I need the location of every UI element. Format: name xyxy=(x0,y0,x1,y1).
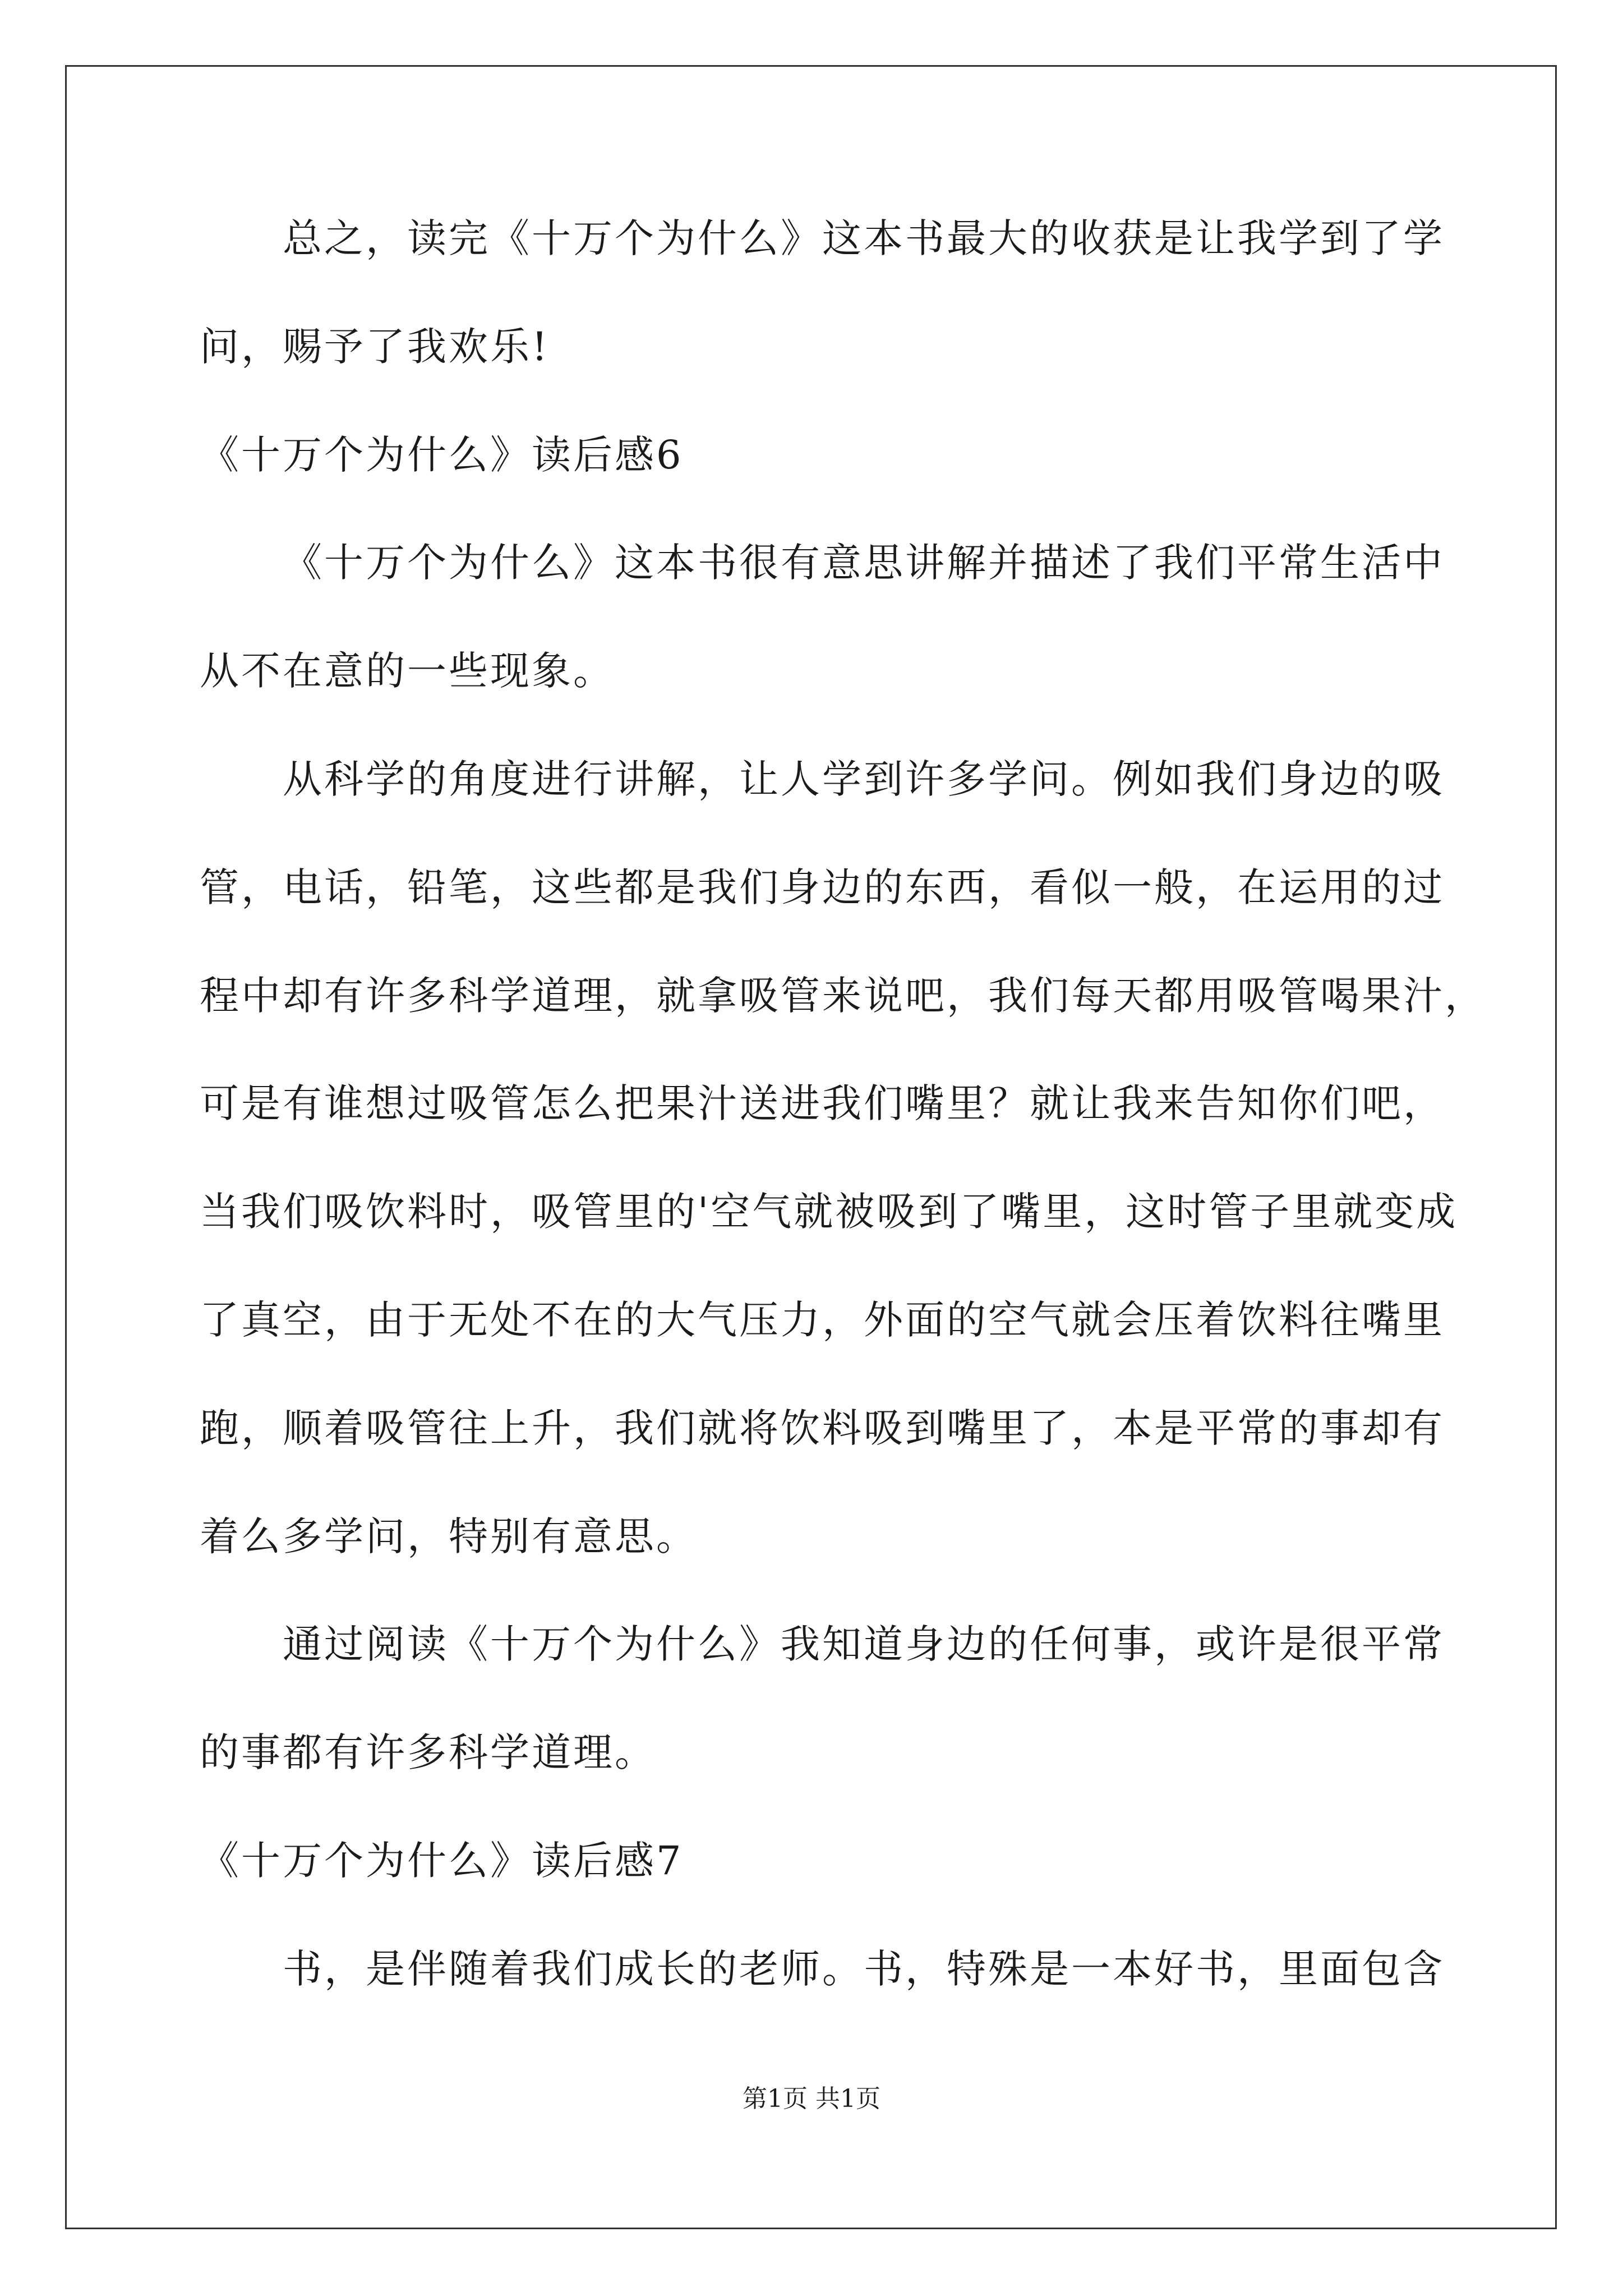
paragraph-line: 通过阅读《十万个为什么》我知道身边的任何事，或许是很平常 xyxy=(283,1621,1445,1667)
paragraph-line: 着么多学问，特别有意思。 xyxy=(200,1513,698,1559)
section-heading: 《十万个为什么》读后感7 xyxy=(200,1838,684,1884)
paragraph-line: 从科学的角度进行讲解，让人学到许多学问。例如我们身边的吸 xyxy=(283,756,1445,802)
paragraph-line: 的事都有许多科学道理。 xyxy=(200,1729,656,1775)
paragraph-line: 总之，读完《十万个为什么》这本书最大的收获是让我学到了学 xyxy=(283,215,1445,261)
paragraph-line: 从不在意的一些现象。 xyxy=(200,648,615,694)
paragraph-line: 书，是伴随着我们成长的老师。书，特殊是一本好书，里面包含 xyxy=(283,1946,1445,1992)
paragraph-line: 管，电话，铅笔，这些都是我们身边的东西，看似一般，在运用的过 xyxy=(200,864,1445,910)
page-number-footer: 第1页 共1页 xyxy=(743,2085,880,2113)
paragraph-line: 可是有谁想过吸管怎么把果汁送进我们嘴里？就让我来告知你们吧， xyxy=(200,1080,1445,1126)
section-heading: 《十万个为什么》读后感6 xyxy=(200,432,684,478)
paragraph-line: 程中却有许多科学道理，就拿吸管来说吧，我们每天都用吸管喝果汁， xyxy=(200,973,1486,1019)
paragraph-line: 问，赐予了我欢乐! xyxy=(200,324,550,370)
paragraph-line: 了真空，由于无处不在的大气压力，外面的空气就会压着饮料往嘴里 xyxy=(200,1297,1445,1343)
paragraph-line: 当我们吸饮料时，吸管里的'空气就被吸到了嘴里，这时管子里就变成 xyxy=(200,1189,1458,1235)
page-border xyxy=(65,65,1557,2229)
paragraph-line: 《十万个为什么》这本书很有意思讲解并描述了我们平常生活中 xyxy=(283,540,1445,586)
paragraph-line: 跑，顺着吸管往上升，我们就将饮料吸到嘴里了，本是平常的事却有 xyxy=(200,1405,1445,1451)
